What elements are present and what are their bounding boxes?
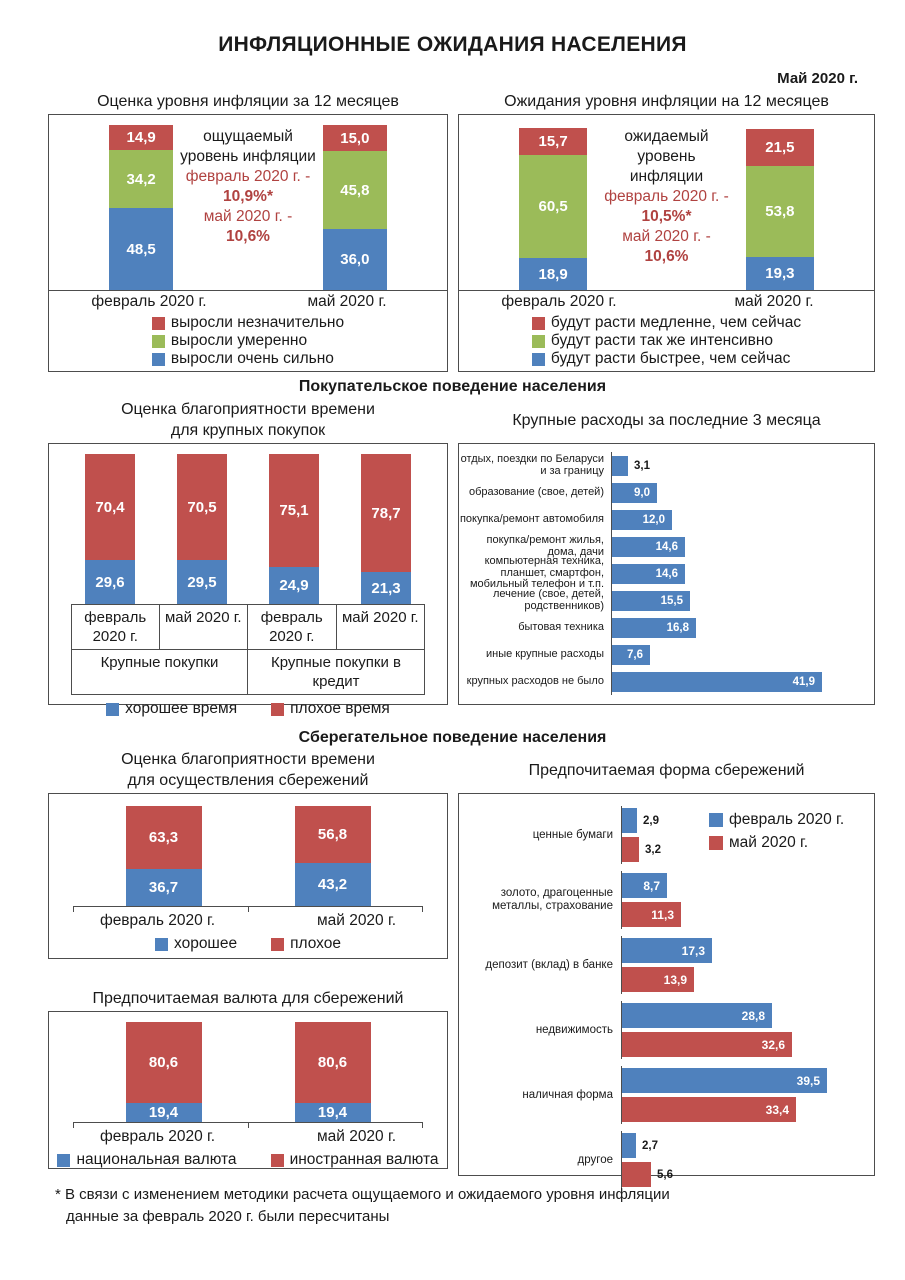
- legend-swatch-red-icon: [271, 938, 284, 951]
- category-label: наличная форма: [522, 1088, 613, 1101]
- bar: [612, 537, 685, 557]
- bar-segment: [519, 128, 587, 155]
- bar-segment: [361, 572, 411, 604]
- legend-swatch-green-icon: [532, 335, 545, 348]
- legend-item: [155, 934, 237, 954]
- legend-item: [152, 350, 344, 368]
- annotation: [173, 115, 322, 247]
- annotation-period: май 2020 г. -: [622, 228, 711, 245]
- legend-swatch-blue-icon: [57, 1154, 70, 1167]
- legend-swatch-blue-icon: [152, 353, 165, 366]
- annotation: [587, 115, 746, 267]
- bar-zone: [621, 1066, 874, 1124]
- value-label: 14,6: [655, 567, 678, 580]
- bar-segment: [177, 560, 227, 604]
- value-label: 36,0: [340, 251, 370, 268]
- value-label: 32,6: [761, 1037, 785, 1052]
- legend: [49, 934, 447, 954]
- bar-segment: [177, 454, 227, 560]
- legend-item: [271, 1150, 439, 1170]
- bar-wrap: [622, 1032, 874, 1057]
- bar-row: [459, 614, 866, 641]
- category-label: лечение (свое, детей, родственников): [492, 588, 604, 612]
- bar-zone: [611, 506, 866, 533]
- bar-row: [459, 506, 866, 533]
- footnote-line2: данные за февраль 2020 г. были пересчитаны: [66, 1208, 390, 1225]
- bar-wrap: [622, 1133, 874, 1158]
- bar-wrap: [622, 1097, 874, 1122]
- bar-zone: [621, 1001, 874, 1059]
- bar-segment: [269, 454, 319, 567]
- stacked-bar: [295, 1022, 371, 1122]
- stacked-bar: [361, 454, 411, 604]
- legend-label: будут расти медленне, чем сейчас: [550, 314, 802, 331]
- bar-zone: [611, 452, 866, 479]
- value-label: 39,5: [796, 1073, 820, 1088]
- bar-zone: [621, 871, 874, 929]
- bar-row: [459, 452, 866, 479]
- bar-row: [459, 587, 866, 614]
- legend-item: [709, 831, 844, 854]
- category-label: крупных расходов не было: [466, 674, 604, 687]
- plot-area: [49, 1022, 447, 1122]
- category-label: золото, драгоценные металлы, страхование: [492, 887, 613, 912]
- value-label: 2,9: [643, 814, 659, 827]
- bar-group-row: [459, 1066, 874, 1124]
- category-label: отдых, поездки по Беларуси и за границу: [460, 453, 604, 477]
- bar-group-row: [459, 1001, 874, 1059]
- chart-major-expenses: [458, 399, 875, 705]
- bar-segment: [85, 560, 135, 604]
- legend-swatch-red-icon: [709, 836, 723, 850]
- legend-item: [106, 699, 237, 719]
- bar: [622, 902, 681, 927]
- legend-item: [152, 314, 344, 332]
- category-label: иные крупные расходы: [485, 647, 604, 660]
- bar: [622, 1097, 796, 1122]
- bar-zone: [611, 533, 866, 560]
- bar-row: [459, 555, 866, 591]
- legend: [49, 1150, 447, 1170]
- legend-swatch-red-icon: [271, 703, 284, 716]
- category-label: покупка/ремонт жилья, дома, дачи: [486, 534, 604, 558]
- bar-segment: [85, 454, 135, 560]
- bar-segment: [109, 208, 173, 290]
- legend-label: выросли незначительно: [170, 314, 345, 331]
- x-axis-cell: февраль 2020 г.: [71, 604, 160, 650]
- chart-box: [48, 443, 448, 717]
- value-label: 2,7: [642, 1139, 658, 1152]
- stacked-bar: [269, 454, 319, 604]
- value-label: 7,6: [627, 648, 643, 661]
- value-label: 41,9: [792, 675, 815, 688]
- bar-segment: [323, 125, 387, 151]
- bar-row: [459, 641, 866, 668]
- bar-zone: [611, 560, 866, 587]
- bar-wrap: [622, 938, 874, 963]
- stacked-bar: [519, 128, 587, 290]
- legend-swatch-red-icon: [532, 317, 545, 330]
- bar-wrap: [622, 873, 874, 898]
- legend-item: [57, 1150, 236, 1170]
- value-label: 80,6: [317, 1054, 348, 1071]
- x-axis-labels: [49, 291, 447, 311]
- legend-label: выросли умеренно: [170, 332, 308, 349]
- chart-box: [48, 793, 448, 959]
- bar-segment: [746, 129, 814, 166]
- x-axis-group-cell: Крупные покупки: [71, 650, 248, 695]
- plot-area: [459, 115, 874, 291]
- bar: [612, 510, 672, 530]
- value-label: 17,3: [681, 943, 705, 958]
- legend-label: хорошее время: [125, 700, 238, 717]
- bar: [612, 672, 822, 692]
- x-axis-label: май 2020 г.: [734, 293, 814, 310]
- value-label: 3,1: [634, 459, 650, 472]
- bar-segment: [126, 869, 202, 906]
- chart-savings-form: [458, 749, 875, 1181]
- annotation-text: ожидаемый: [624, 128, 709, 145]
- x-axis-label: май 2020 г.: [316, 912, 397, 929]
- legend-label: национальная валюта: [76, 1151, 237, 1168]
- legend-swatch-red-icon: [271, 1154, 284, 1167]
- value-label: 5,6: [657, 1168, 673, 1181]
- bar-zone: [611, 614, 866, 641]
- value-label: 56,8: [317, 826, 348, 843]
- value-label: 8,7: [643, 878, 660, 893]
- x-axis-row: [71, 604, 425, 650]
- plot-area: [49, 115, 447, 291]
- plot-area: [49, 444, 447, 604]
- bar: [612, 618, 696, 638]
- bar-row: [459, 479, 866, 506]
- chart-expected-inflation: [458, 91, 875, 372]
- chart-box: [48, 1011, 448, 1169]
- annotation-value: 10,9%*: [223, 188, 273, 205]
- x-axis-cell: май 2020 г.: [337, 604, 426, 650]
- value-label: 19,3: [765, 265, 795, 282]
- value-label: 16,8: [666, 621, 689, 634]
- page-title: ИНФЛЯЦИОННЫЕ ОЖИДАНИЯ НАСЕЛЕНИЯ: [218, 33, 687, 56]
- annotation-period: февраль 2020 г. -: [185, 168, 311, 185]
- value-label: 75,1: [279, 502, 309, 519]
- annotation-value: 10,6%: [644, 248, 689, 265]
- value-label: 34,2: [126, 170, 156, 188]
- legend: [532, 314, 801, 368]
- bar-segment: [295, 806, 371, 863]
- bar-zone: [611, 479, 866, 506]
- value-label: 36,7: [148, 879, 179, 896]
- value-label: 29,6: [95, 573, 125, 591]
- bar: [612, 456, 628, 476]
- value-label: 70,5: [187, 498, 217, 516]
- value-label: 3,2: [645, 843, 661, 856]
- value-label: 15,7: [538, 133, 568, 150]
- x-axis-label: февраль 2020 г.: [99, 1128, 216, 1145]
- bar-segment: [295, 1103, 371, 1122]
- bar-segment: [109, 125, 173, 150]
- x-axis-cell: май 2020 г.: [160, 604, 249, 650]
- x-axis-label: февраль 2020 г.: [501, 293, 617, 310]
- chart-perceived-inflation: [48, 91, 448, 372]
- value-label: 13,9: [663, 972, 687, 987]
- legend-swatch-green-icon: [152, 335, 165, 348]
- legend: [152, 314, 344, 368]
- bar-row: [459, 668, 866, 695]
- annotation-text: уровень инфляции: [180, 148, 316, 165]
- bar-segment: [746, 257, 814, 290]
- value-label: 14,6: [655, 540, 678, 553]
- stacked-bar: [177, 454, 227, 604]
- bar-segment: [295, 863, 371, 906]
- legend-item: [271, 699, 390, 719]
- bar: [622, 1133, 636, 1158]
- value-label: 53,8: [765, 203, 795, 220]
- bar-segment: [109, 150, 173, 208]
- bar-group-row: [459, 1131, 874, 1189]
- value-label: 9,0: [634, 486, 650, 499]
- bar-segment: [126, 1022, 202, 1103]
- legend-label: хорошее: [174, 935, 238, 952]
- annotation-period: февраль 2020 г. -: [604, 188, 729, 205]
- chart-purchase-timing: [48, 399, 448, 717]
- annotation-period: май 2020 г. -: [203, 208, 293, 225]
- stacked-bar: [323, 125, 387, 290]
- chart-title: Крупные расходы за последние 3 месяца: [512, 411, 821, 429]
- x-axis-labels: [49, 912, 447, 930]
- value-label: 45,8: [340, 181, 370, 199]
- value-label: 18,9: [538, 265, 568, 283]
- legend-item: [532, 350, 801, 368]
- bar-segment: [519, 258, 587, 290]
- x-axis-labels: [459, 291, 874, 311]
- chart-title-line: Оценка благоприятности времени: [121, 401, 375, 418]
- chart-title: [48, 399, 448, 441]
- value-label: 78,7: [371, 504, 401, 522]
- legend-item: [152, 332, 344, 350]
- bar-segment: [126, 806, 202, 869]
- x-axis-group-row: [71, 650, 425, 695]
- annotation-text: уровень: [637, 148, 696, 165]
- category-label: образование (свое, детей): [468, 485, 604, 498]
- category-label: депозит (вклад) в банке: [485, 958, 613, 971]
- bar-segment: [269, 567, 319, 604]
- chart-savings-currency: [48, 988, 448, 1169]
- x-axis-table: [71, 604, 425, 695]
- chart-title-line: Предпочитаемая валюта для сбережений: [92, 990, 404, 1007]
- chart-box: [48, 114, 448, 372]
- legend: [709, 808, 844, 854]
- chart-title: Оценка уровня инфляции за 12 месяцев: [97, 93, 399, 110]
- stacked-bar: [109, 125, 173, 290]
- stacked-bar: [746, 129, 814, 290]
- x-axis-labels: [49, 1128, 447, 1146]
- bar-wrap: [622, 1068, 874, 1093]
- bar-zone: [621, 1131, 874, 1189]
- value-label: 11,3: [651, 907, 674, 922]
- value-label: 24,9: [279, 577, 309, 594]
- bar-segment: [519, 155, 587, 258]
- bar: [622, 873, 667, 898]
- footnote: [55, 1184, 670, 1228]
- value-label: 19,4: [317, 1104, 348, 1121]
- legend-label: выросли очень сильно: [170, 350, 334, 367]
- legend-swatch-blue-icon: [155, 938, 168, 951]
- plot-area: [49, 806, 447, 906]
- stacked-bar: [126, 806, 202, 906]
- x-axis-label: май 2020 г.: [316, 1128, 397, 1145]
- chart-title: [48, 749, 448, 791]
- legend-swatch-red-icon: [152, 317, 165, 330]
- bar-zone: [611, 641, 866, 668]
- legend-label: плохое: [290, 935, 341, 952]
- value-label: 28,8: [741, 1008, 765, 1023]
- bar-zone: [611, 668, 866, 695]
- value-label: 60,5: [538, 198, 568, 215]
- category-label: бытовая техника: [518, 620, 604, 633]
- bar: [622, 1003, 772, 1028]
- bar-zone: [611, 587, 866, 614]
- value-label: 48,5: [126, 240, 156, 258]
- value-label: 19,4: [148, 1104, 179, 1121]
- chart-title-line: для крупных покупок: [170, 422, 326, 439]
- bar: [622, 1068, 827, 1093]
- value-label: 21,3: [371, 579, 401, 597]
- bar-segment: [746, 166, 814, 257]
- x-axis-cell: февраль 2020 г.: [248, 604, 337, 650]
- bar-zone: [621, 936, 874, 994]
- x-axis-label: февраль 2020 г.: [99, 912, 216, 929]
- category-label: недвижимость: [535, 1023, 613, 1036]
- annotation-text: ощущаемый: [203, 128, 293, 145]
- legend-item: [532, 332, 801, 350]
- bar-wrap: [622, 967, 874, 992]
- bar: [622, 808, 637, 833]
- bar: [622, 967, 694, 992]
- category-label: ценные бумаги: [532, 828, 613, 841]
- value-label: 14,9: [126, 129, 156, 146]
- bar: [612, 645, 650, 665]
- value-label: 12,0: [642, 513, 665, 526]
- bar-wrap: [622, 902, 874, 927]
- stacked-bar: [85, 454, 135, 604]
- annotation-value: 10,5%*: [641, 208, 692, 225]
- legend-label: февраль 2020 г.: [729, 810, 845, 828]
- annotation-text: инфляции: [629, 168, 704, 185]
- section-header-savings: Сберегательное поведение населения: [298, 729, 607, 746]
- legend-item: [271, 934, 341, 954]
- value-label: 15,0: [340, 129, 370, 147]
- section-header-purchasing: Покупательское поведение населения: [298, 378, 607, 395]
- legend-swatch-blue-icon: [709, 813, 723, 827]
- annotation-value: 10,6%: [226, 228, 270, 245]
- bar: [612, 483, 657, 503]
- value-label: 63,3: [148, 829, 179, 846]
- value-label: 43,2: [317, 876, 348, 893]
- chart-title: Предпочитаемая форма сбережений: [528, 761, 805, 779]
- chart-box: [458, 114, 875, 372]
- chart-box: [458, 443, 875, 705]
- category-label: компьютерная техника, планшет, смартфон, мобильный телефон и т.п.: [469, 555, 604, 591]
- bar: [622, 837, 639, 862]
- chart-box: [458, 793, 875, 1181]
- chart-title-line: Оценка благоприятности времени: [121, 751, 375, 768]
- bar: [622, 1032, 792, 1057]
- bar-group-row: [459, 871, 874, 929]
- bar-segment: [126, 1103, 202, 1122]
- legend-label: будут расти так же интенсивно: [550, 332, 774, 349]
- chart-savings-timing: [48, 749, 448, 959]
- chart-title-line: для осуществления сбережений: [127, 772, 369, 789]
- x-axis-label: февраль 2020 г.: [91, 293, 207, 310]
- bar-segment: [323, 151, 387, 229]
- legend-swatch-blue-icon: [532, 353, 545, 366]
- category-label: другое: [577, 1153, 613, 1166]
- value-label: 33,4: [765, 1102, 789, 1117]
- bar: [612, 564, 685, 584]
- stacked-bar: [126, 1022, 202, 1122]
- bar-wrap: [622, 1003, 874, 1028]
- bar: [622, 938, 712, 963]
- value-label: 70,4: [95, 498, 125, 516]
- legend-item: [709, 808, 844, 831]
- bar-segment: [361, 454, 411, 572]
- legend-label: май 2020 г.: [729, 833, 809, 851]
- bar: [612, 591, 690, 611]
- legend-label: плохое время: [290, 700, 390, 717]
- legend-label: иностранная валюта: [289, 1151, 439, 1168]
- chart-title: Ожидания уровня инфляции на 12 месяцев: [504, 93, 829, 110]
- legend-label: будут расти быстрее, чем сейчас: [550, 350, 791, 367]
- value-label: 29,5: [187, 573, 217, 591]
- bar-segment: [295, 1022, 371, 1103]
- footnote-line1: * В связи с изменением методики расчета ощущаемого и ожидаемого уровня инфляции: [55, 1186, 670, 1203]
- x-axis-group-cell: Крупные покупки в кредит: [248, 650, 425, 695]
- report-date: Май 2020 г.: [777, 70, 858, 87]
- bar-segment: [323, 229, 387, 290]
- chart-title: [48, 988, 448, 1009]
- x-axis-label: май 2020 г.: [307, 293, 387, 310]
- legend-item: [532, 314, 801, 332]
- legend: [49, 699, 447, 719]
- value-label: 15,5: [660, 594, 683, 607]
- stacked-bar: [295, 806, 371, 906]
- legend-swatch-blue-icon: [106, 703, 119, 716]
- value-label: 21,5: [765, 139, 795, 156]
- value-label: 80,6: [148, 1054, 179, 1071]
- category-label: покупка/ремонт автомобиля: [459, 512, 604, 525]
- bar-group-row: [459, 936, 874, 994]
